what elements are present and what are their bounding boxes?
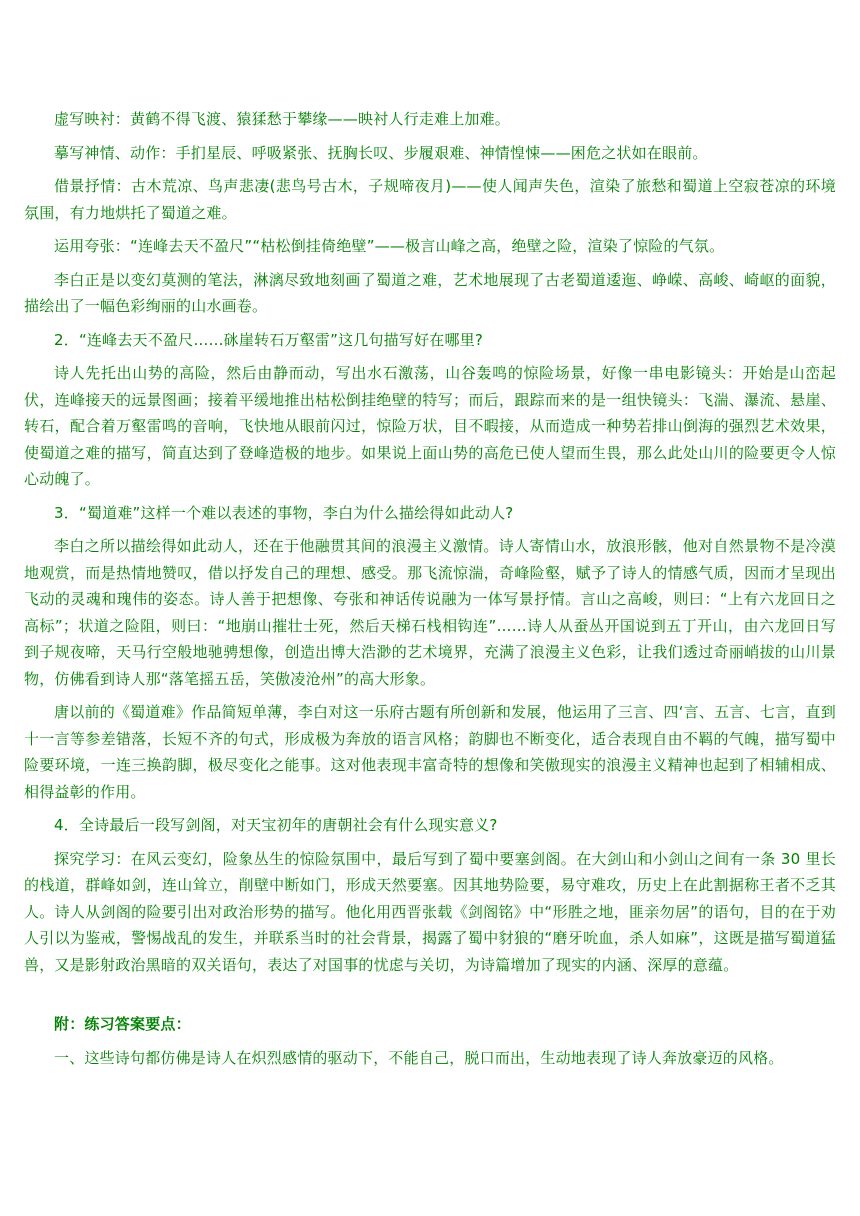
document-body — [24, 106, 836, 1071]
paragraph-moxie: 摹写神情、动作：手扪星辰、呼吸紧张、抚胸长叹、步履艰难、神情惶悚——困危之状如在眼前。 — [54, 143, 708, 162]
answer-3-continued: 唐以前的《蜀道难》作品简短单薄，李白对这一乐府古题有所创新和发展，他运用了三言、四‘言、五言、七言，直到十一言等参差错落，长短不齐的句式，形成极为奔放的语言风格；韵脚也不断变化，适合表现自由不羁的气魄，描写蜀中险要环境，一连三换韵脚，极尽变化之能事。这对他表现丰富奇特的想像和笑傲现实的浪漫主义精神也起到了相辅相成、相得益彰的作用。 — [24, 703, 836, 801]
answer-4: 探究学习：在风云变幻，险象丛生的惊险氛围中，最后写到了蜀中要塞剑阁。在大剑山和小剑山之间有一条 30 里长的栈道，群峰如剑，连山耸立，削壁中断如门，形成天然要塞。因其地势险要，易守难攻，历史上在此割据称王者不乏其人。诗人从剑阁的险要引出对政治形势的描写。他化用西晋张载《剑阁铭》中“形胜之地，匪亲勿居”的语句，目的在于劝人引以为鉴戒，警惕战乱的发生，并联系当时的社会背景，揭露了蜀中豺狼的“磨牙吮血，杀人如麻”，这既是描写蜀道猛兽，又是影射政治黑暗的双关语句，表达了对国事的忧虑与关切，为诗篇增加了现实的内涵、深厚的意蕴。 — [24, 849, 836, 974]
appendix-answer-1: 一、这些诗句都仿佛是诗人在炽烈感情的驱动下，不能自己，脱口而出，生动地表现了诗人奔放豪迈的风格。 — [54, 1048, 784, 1067]
section-spacer — [24, 985, 836, 1011]
answer-3: 李白之所以描绘得如此动人，还在于他融贯其间的浪漫主义激情。诗人寄情山水，放浪形骸，他对自然景物不是冷漠地观赏，而是热情地赞叹，借以抒发自己的理想、感受。那飞流惊湍，奇峰险壑，赋予了诗人的情感气质，因而才呈现出飞动的灵魂和瑰伟的姿态。诗人善于把想像、夸张和神话传说融为一体写景抒情。言山之高峻，则曰：“上有六龙回日之高标”；状道之险阻，则曰：“地崩山摧壮士死，然后天梯石栈相钩连”……诗人从蚕丛开国说到五丁开山，由六龙回日写到子规夜啼，天马行空般地驰骋想像，创造出博大浩渺的艺术境界，充满了浪漫主义色彩，让我们透过奇丽峭拔的山川景物，仿佛看到诗人那“落笔摇五岳，笑傲凌沧州”的高大形象。 — [24, 537, 836, 688]
paragraph-jiejing: 借景抒情：古木荒凉、鸟声悲凄(悲鸟号古木，子规啼夜月)——使人闻声失色，渲染了旅愁和蜀道上空寂苍凉的环境氛围，有力地烘托了蜀道之难。 — [24, 177, 836, 222]
paragraph-summary: 李白正是以变幻莫测的笔法，淋漓尽致地刻画了蜀道之难，艺术地展现了古老蜀道逶迤、峥嵘、高峻、崎岖的面貌，描绘出了一幅色彩绚丽的山水画卷。 — [24, 270, 836, 315]
question-4: 4．全诗最后一段写剑阁，对天宝初年的唐朝社会有什么现实意义? — [54, 816, 498, 834]
answer-2: 诗人先托出山势的高险，然后由静而动，写出水石激荡，山谷轰鸣的惊险场景，好像一串电影镜头：开始是山峦起伏，连峰接天的远景图画；接着平缓地推出枯松倒挂绝壁的特写；而后，跟踪而来的是一组快镜头：飞湍、瀑流、悬崖、转石，配合着万壑雷鸣的音响，飞快地从眼前闪过，惊险万状，目不暇接，从而造成一种势若排山倒海的强烈艺术效果，使蜀道之难的描写，简直达到了登峰造极的地步。如果说上面山势的高危已使人望而生畏，那么此处山川的险要更令人惊心动魄了。 — [24, 364, 836, 488]
paragraph-kuazhang: 运用夸张：“连峰去天不盈尺”“枯松倒挂倚绝壁”——极言山峰之高，绝壁之险，渲染了惊险的气氛。 — [54, 237, 725, 255]
question-3: 3．“蜀道难”这样一个难以表述的事物，李白为什么描绘得如此动人? — [54, 503, 514, 522]
question-2: 2．“连峰去天不盈尺……砯崖转石万壑雷”这几句描写好在哪里? — [54, 330, 484, 349]
appendix-heading: 附：练习答案要点： — [54, 1015, 191, 1033]
paragraph-xuxie: 虚写映衬：黄鹤不得飞渡、猿猱愁于攀缘——映衬人行走难上加难。 — [54, 110, 511, 128]
